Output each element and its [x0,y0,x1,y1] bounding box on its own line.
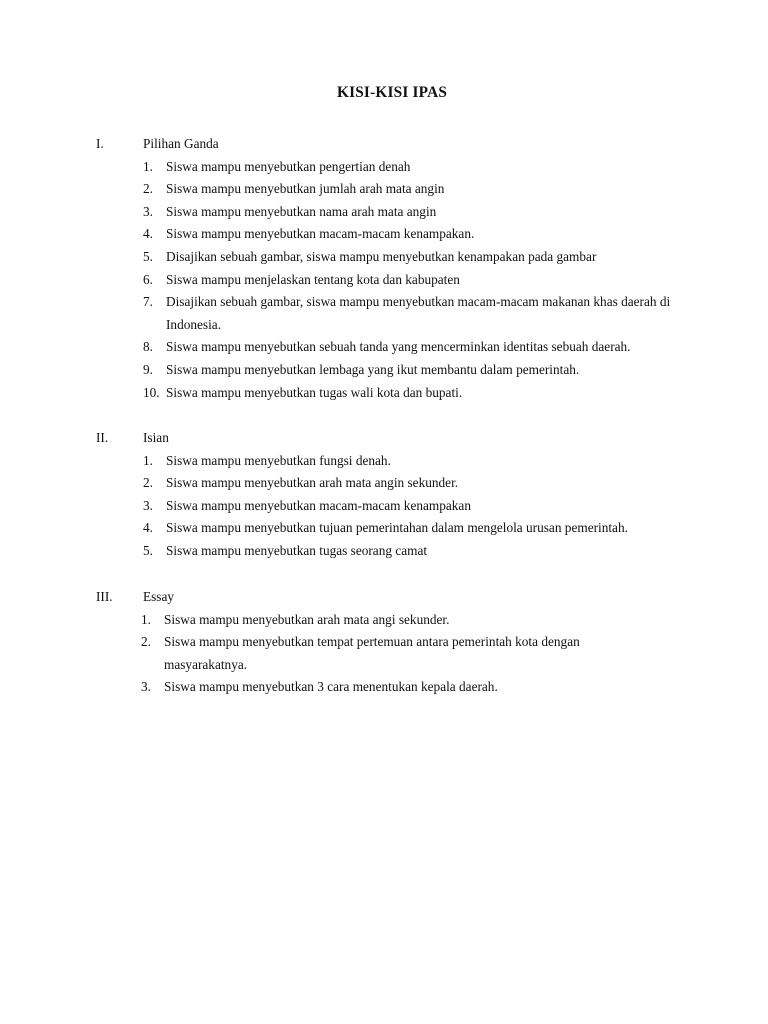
list-item [96,223,736,246]
list-item [96,269,736,292]
item-text: Siswa mampu menyebutkan pengertian denah [166,158,411,174]
section-heading [96,427,736,450]
list-item [96,382,736,405]
item-text: Disajikan sebuah gambar, siswa mampu menyebutkan kenampakan pada gambar [166,248,597,264]
item-text: Siswa mampu menjelaskan tentang kota dan kabupaten [166,271,460,287]
section-label: Essay [143,589,175,604]
list-item [96,156,736,179]
item-number: 5. [143,248,153,264]
list-item [96,631,736,676]
item-text: Siswa mampu menyebutkan tugas seorang camat [166,542,428,558]
item-text: Siswa mampu menyebutkan arah mata angi sekunder. [164,611,450,627]
section-roman-numeral: III. [96,589,113,604]
item-number: 9. [143,361,153,377]
list-item [96,676,736,699]
section-roman-numeral: II. [96,430,109,445]
item-text: Siswa mampu menyebutkan arah mata angin sekunder. [166,475,459,491]
item-list [96,156,736,405]
item-text: Siswa mampu menyebutkan lembaga yang ikut membantu dalam pemerintah. [166,361,580,377]
item-number: 10. [143,384,160,400]
list-item [96,609,736,632]
document-title: KISI-KISI IPAS [336,84,448,101]
item-number: 7. [143,294,153,310]
item-text: Siswa mampu menyebutkan macam-macam kenampakan [166,497,471,513]
item-list [96,609,736,699]
section-label: Isian [143,430,169,445]
item-number: 4. [143,520,153,536]
item-number: 2. [143,181,153,197]
item-text: Siswa mampu menyebutkan macam-macam kenampakan. [166,226,475,242]
section-label: Pilihan Ganda [143,136,219,151]
item-number: 3. [143,497,153,513]
section-roman-numeral: I. [96,136,104,151]
list-item [96,540,736,563]
item-number: 4. [143,226,153,242]
item-number: 5. [143,542,153,558]
section-isian [96,427,736,563]
item-number: 2. [143,475,153,491]
item-number: 6. [143,271,153,287]
item-number: 2. [141,634,151,650]
list-item [96,246,736,269]
list-item [96,495,736,518]
item-text: Siswa mampu menyebutkan tujuan pemerintahan dalam mengelola urusan pemerintah. [166,520,628,536]
section-essay [96,586,736,699]
item-number: 1. [141,611,151,627]
list-item [96,291,736,336]
item-list [96,450,736,563]
item-number: 3. [143,203,153,219]
item-text: Siswa mampu menyebutkan fungsi denah. [166,452,391,468]
item-text: Siswa mampu menyebutkan tugas wali kota dan bupati. [166,384,463,400]
list-item [96,517,736,540]
item-text: Siswa mampu menyebutkan nama arah mata angin [166,203,437,219]
item-text: Disajikan sebuah gambar, siswa mampu menyebutkan macam-macam makanan khas daerah di Indonesia. [166,294,671,332]
list-item [96,472,736,495]
item-number: 1. [143,452,153,468]
list-item [96,359,736,382]
item-number: 1. [143,158,153,174]
item-text: Siswa mampu menyebutkan jumlah arah mata angin [166,181,445,197]
section-pilihan-ganda [96,133,736,404]
list-item [96,336,736,359]
section-heading [96,133,736,156]
list-item [96,450,736,473]
list-item [96,201,736,224]
item-text: Siswa mampu menyebutkan tempat pertemuan antara pemerintah kota dengan masyarakatnya. [164,634,580,672]
item-text: Siswa mampu menyebutkan 3 cara menentukan kepala daerah. [164,679,498,695]
list-item [96,178,736,201]
section-heading [96,586,736,609]
item-number: 8. [143,339,153,355]
item-text: Siswa mampu menyebutkan sebuah tanda yang mencerminkan identitas sebuah daerah. [166,339,631,355]
item-number: 3. [141,679,151,695]
